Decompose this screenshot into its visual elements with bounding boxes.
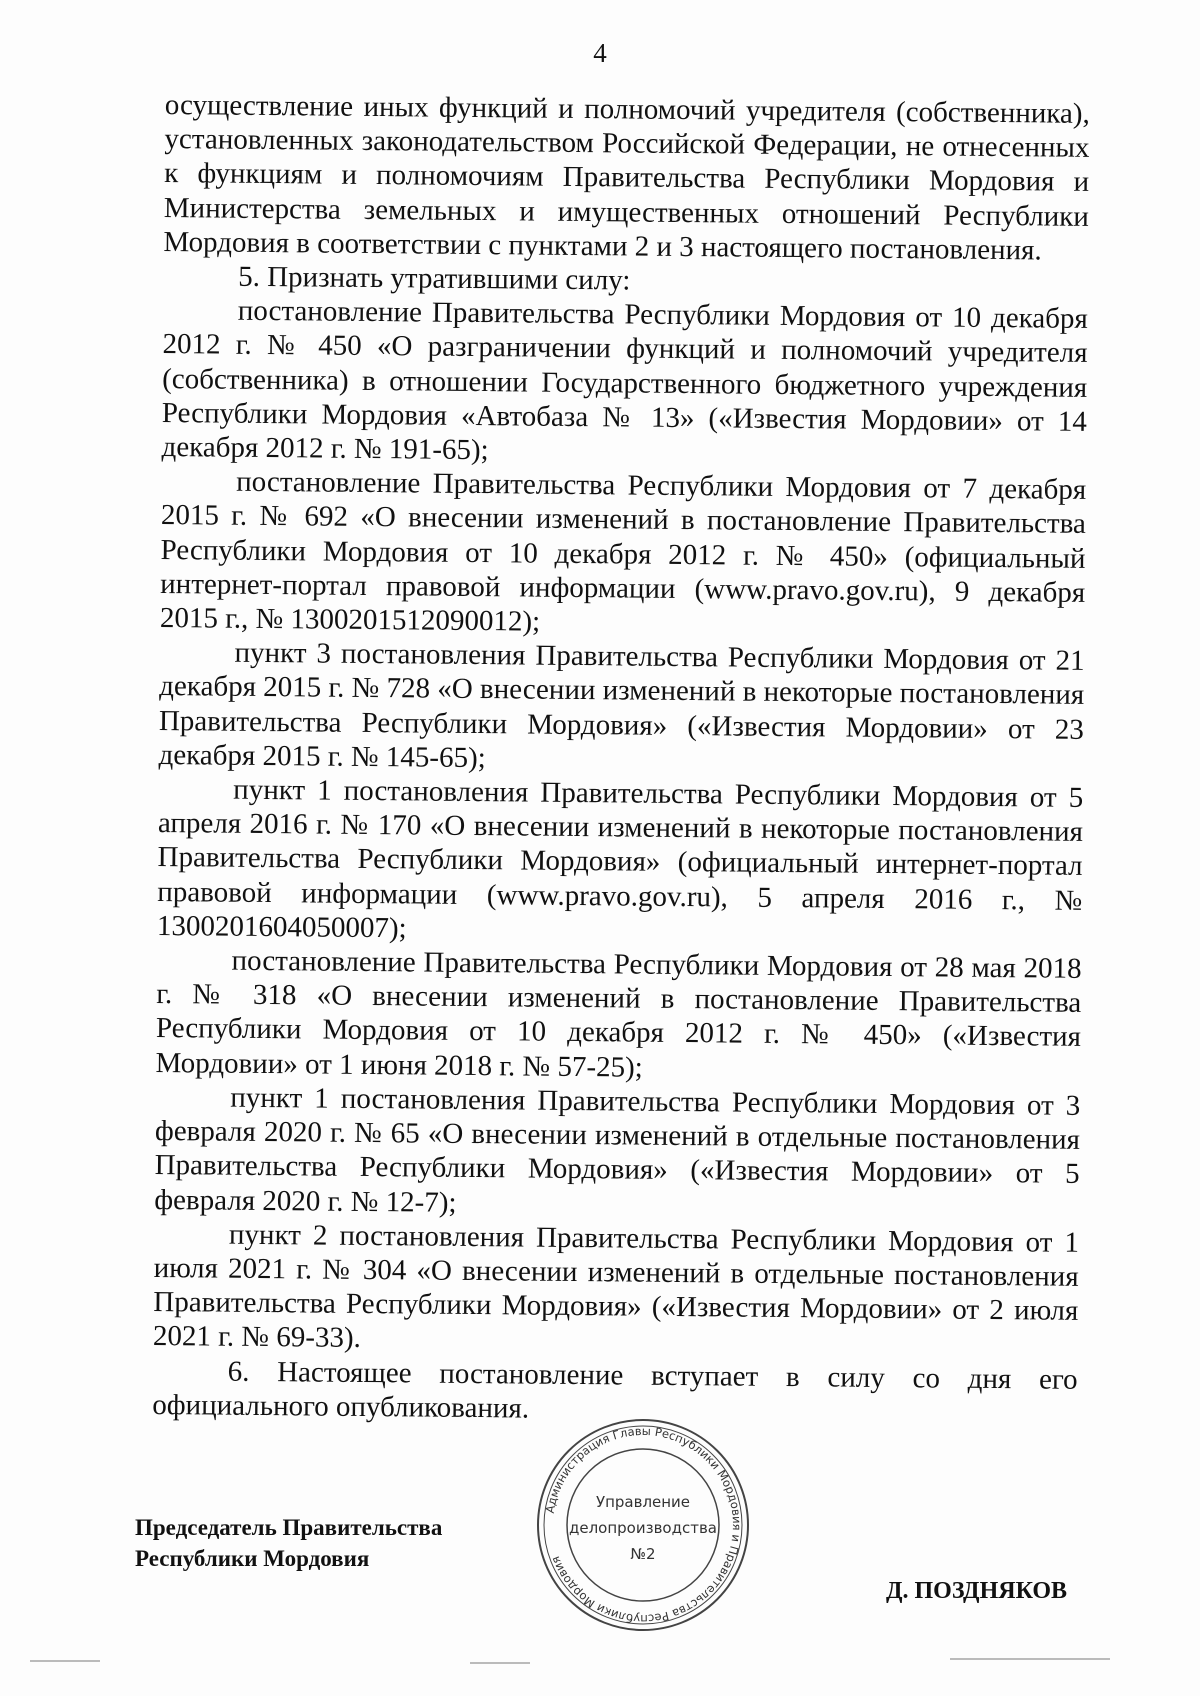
paragraph-repealed-1: постановление Правительства Республики Мордовия от 10 декабря 2012 г. № 450 «О разграничении функций и полномочий учредителя (собственника) в отношении Государственного бюджетного учреждения Республики Мордовия «Автобаза № 13» («Известия Мордовии» от 14 декабря 2012 г. № 191-65); — [161, 294, 1088, 467]
stamp-center-line3: №2 — [630, 1545, 656, 1563]
scan-artifact — [950, 1658, 1110, 1660]
signatory-title-line1: Председатель Правительства — [135, 1515, 443, 1540]
scan-artifact — [470, 1662, 530, 1664]
signatory-name: Д. ПОЗДНЯКОВ — [886, 1578, 1068, 1604]
document-body — [152, 88, 1090, 1431]
paragraph-repealed-4: пункт 1 постановления Правительства Республики Мордовия от 5 апреля 2016 г. № 170 «О внесении изменений в некоторые постановления Правительства Республики Мордовия» (официальный интернет-портал правовой информации (www.pravo.gov.ru), 5 апреля 2016 г., № 1300201604050007); — [156, 773, 1084, 945]
paragraph-repealed-5: постановление Правительства Республики Мордовия от 28 мая 2018 г. № 318 «О внесении изменений в постановление Правительства Республики Мордовия от 10 декабря 2012 г. № 450» («Известия Мордовии» от 1 июня 2018 г. № 57-25); — [155, 944, 1082, 1084]
official-stamp — [533, 1415, 753, 1635]
paragraph-repealed-2: постановление Правительства Республики Мордовия от 7 декабря 2015 г. № 692 «О внесении изменений в постановление Правительства Республики Мордовия от 10 декабря 2012 г. № 450» (официальный интернет-портал правовой информации (www.pravo.gov.ru), 9 декабря 2015 г., № 1300201512090012); — [159, 465, 1087, 638]
paragraph-repealed-7: пункт 2 постановления Правительства Республики Мордовия от 1 июля 2021 г. № 304 «О внесении изменений в отдельные постановления Правительства Республики Мордовия» («Известия Мордовии» от 2 июля 2021 г. № 69-33). — [152, 1218, 1080, 1355]
paragraph-repealed-3: пункт 3 постановления Правительства Республики Мордовия от 21 декабря 2015 г. № 728 «О внесении изменений в некоторые постановления Правительства Республики Мордовия» («Известия Мордовии» от 23 декабря 2015 г. № 145-65); — [158, 636, 1085, 774]
paragraph-continuation: осуществление иных функций и полномочий учредителя (собственника), установленных законодательством Российской Федерации, не отнесенных к функциям и полномочиям Правительства Республики Мордовия и Министерства земельных и имущественных отношений Республики Мордовия в соответствии с пунктами 2 и 3 настоящего постановления. — [163, 88, 1090, 267]
signatory-title-line2: Республики Мордовия — [135, 1546, 370, 1571]
paragraph-item-5: 5. Признать утратившими силу: — [238, 260, 631, 297]
stamp-center-line1: Управление — [595, 1493, 691, 1511]
paragraph-item-6: 6. Настоящее постановление вступает в силу со дня его официального опубликования. — [152, 1355, 1078, 1425]
signatory-title — [135, 1512, 442, 1574]
stamp-center-line2: делопроизводства — [568, 1519, 718, 1537]
scan-artifact — [30, 1660, 100, 1662]
stamp-ring-text: Администрация Главы Республики Мордовия и Правительства Республики Мордовия — [542, 1423, 745, 1627]
page-number: 4 — [593, 38, 607, 68]
paragraph-repealed-6: пункт 1 постановления Правительства Республики Мордовия от 3 февраля 2020 г. № 65 «О внесении изменений в отдельные постановления Правительства Республики Мордовия» («Известия Мордовии» от 5 февраля 2020 г. № 12-7); — [154, 1081, 1081, 1219]
